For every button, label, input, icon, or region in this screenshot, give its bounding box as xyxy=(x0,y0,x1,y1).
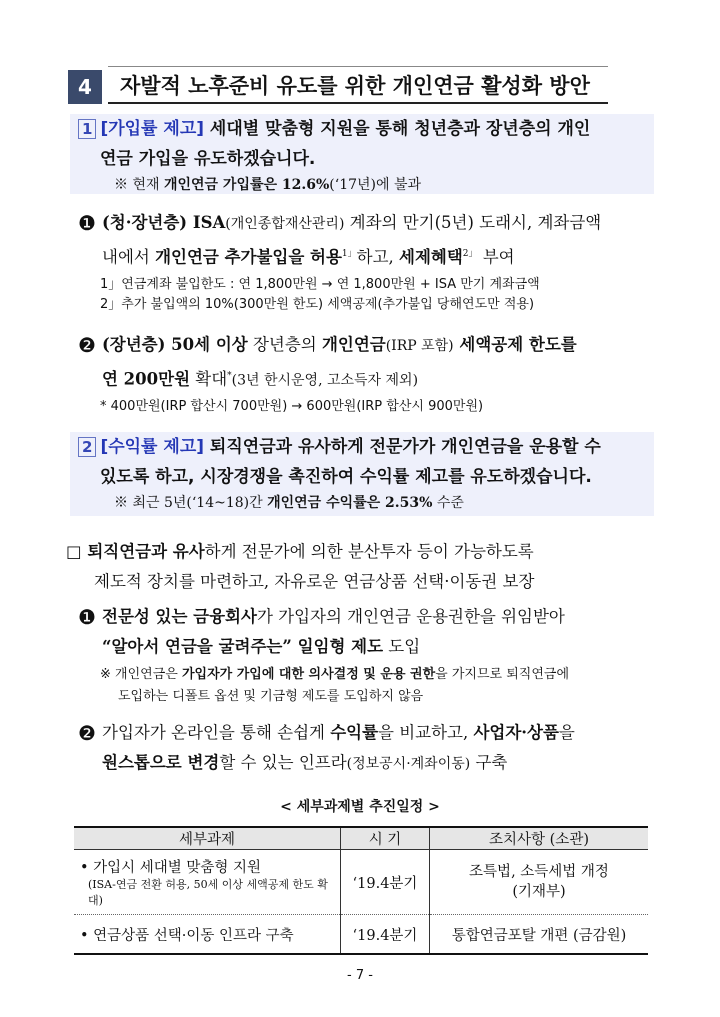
table-row xyxy=(74,915,648,955)
schedule-table xyxy=(74,826,648,955)
item1-headline-line2: 연금 가입을 유도하겠습니다. xyxy=(100,149,316,169)
point3-note: ※ 개인연금은 가입자가 가입에 대한 의사결정 및 운용 권한을 가지므로 퇴직연금에 도입하는 디폴트 옵션 및 기금형 제도를 도입하지 않음 xyxy=(100,667,570,704)
section-title: 자발적 노후준비 유도를 위한 개인연금 활성화 방안 xyxy=(120,74,590,98)
point4-marker: ❷ xyxy=(78,721,96,745)
item1-box xyxy=(70,114,654,194)
table-caption: < 세부과제별 추진일정 > xyxy=(280,799,440,815)
point1-marker: ❶ xyxy=(78,211,96,235)
square-marker: □ xyxy=(66,542,82,561)
table-row xyxy=(74,850,648,915)
page-number: - 7 - xyxy=(347,968,373,983)
point2-footnote: * 400만원(IRP 합산시 700만원) → 600만원(IRP 합산시 900만원) xyxy=(100,399,484,414)
item2-box xyxy=(70,432,654,516)
table-header: 시 기 xyxy=(341,827,430,850)
section-number: 4 xyxy=(68,70,102,104)
item2-note: ※ 최근 5년(‘14~18)간 개인연금 수익률은 2.53% 수준 xyxy=(114,495,464,511)
table-header: 세부과제 xyxy=(74,827,341,850)
table-cell-action: 조특법, 소득세법 개정 (기재부) xyxy=(430,850,649,915)
table-cell-action: 통합연금포탈 개편 (금감원) xyxy=(430,915,649,955)
table-cell-period: ‘19.4분기 xyxy=(341,850,430,915)
point1-footnote-2: 2」추가 불입액의 10%(300만원 한도) 세액공제(추가불입 당해연도만 적용) xyxy=(100,297,535,312)
point3-marker: ❶ xyxy=(78,605,96,629)
table-header: 조치사항 (소관) xyxy=(430,827,649,850)
point4: ❷ 가입자가 온라인을 통해 손쉽게 수익률을 비교하고, 사업자·상품을 원스톱으로 변경할 수 있는 인프라(정보공시·계좌이동) 구축 xyxy=(78,718,663,779)
square-paragraph: □ 퇴직연금과 유사하게 전문가에 의한 분산투자 등이 가능하도록 제도적 장치를 마련하고, 자유로운 연금상품 선택·이동권 보장 xyxy=(66,542,535,591)
table-cell-period: ‘19.4분기 xyxy=(341,915,430,955)
item2-headline-rest: 퇴직연금과 유사하게 전문가가 개인연금을 운용할 수 xyxy=(204,437,601,457)
table-cell-task: • 연금상품 선택·이동 인프라 구축 xyxy=(74,915,341,955)
table-cell-task: • 가입시 세대별 맞춤형 지원 (ISA-연금 전환 허용, 50세 이상 세액공제 한도 확대) xyxy=(74,850,341,915)
item2-headline-line2: 있도록 하고, 시장경쟁을 촉진하여 수익률 제고를 유도하겠습니다. xyxy=(100,467,592,487)
section-rule-bottom xyxy=(108,102,608,104)
point2: ❷ (장년층) 50세 이상 장년층의 개인연금(IRP 포함) 세액공제 한도를 연 200만원 확대*(3년 한시운영, 고소득자 제외) xyxy=(78,330,663,396)
item1-note: ※ 현재 개인연금 가입률은 12.6%(‘17년)에 불과 xyxy=(114,177,422,193)
item1-headline xyxy=(70,114,654,144)
item2-headline xyxy=(70,432,654,462)
item1-number-tag: 1 xyxy=(78,119,96,139)
point3: ❶ 전문성 있는 금융회사가 가입자의 개인연금 운용권한을 위임받아 “알아서 연금을 굴려주는” 일임형 제도 도입 xyxy=(78,602,663,662)
table-header-row xyxy=(74,827,648,850)
item2-highlight: [수익률 제고] xyxy=(100,437,205,457)
point1: ❶ (청·장년층) ISA(개인종합재산관리) 계좌의 만기(5년) 도래시, 계좌금액 내에서 개인연금 추가불입을 허용$^{1」}$하고, 세제혜택$^{2」}$ 부여 xyxy=(78,208,663,273)
item2-number-tag: 2 xyxy=(78,437,96,457)
point1-footnote-1: 1」연금계좌 불입한도 : 연 1,800만원 → 연 1,800만원 + ISA 만기 계좌금액 xyxy=(100,277,540,292)
section-rule-top xyxy=(108,66,608,67)
item1-highlight: [가입률 제고] xyxy=(100,119,205,139)
point2-marker: ❷ xyxy=(78,333,96,357)
item1-headline-rest: 세대별 맞춤형 지원을 통해 청년층과 장년층의 개인 xyxy=(204,119,591,139)
